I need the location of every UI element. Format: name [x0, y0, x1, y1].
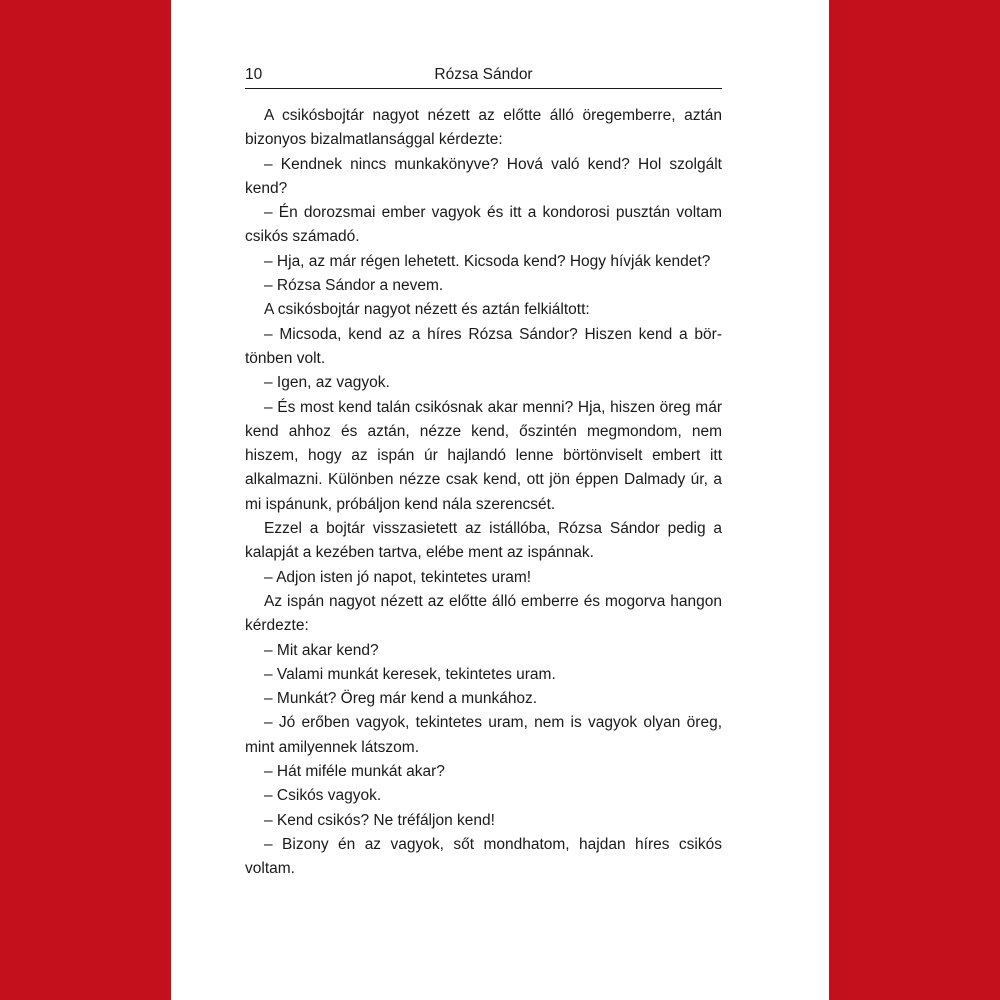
paragraph: – Valami munkát keresek, tekintetes uram.	[264, 665, 556, 683]
paragraph: A csikósbojtár nagyot nézett és aztán felkiáltott:	[264, 301, 590, 319]
paragraph: – Munkát? Öreg már kend a munkához.	[264, 690, 538, 708]
paragraph: – Rózsa Sándor a nevem.	[264, 277, 444, 295]
paragraph: – Bizony én az vagyok, sőt mondhatom, hajdan híres csikós voltam.	[245, 835, 722, 878]
paragraph: – Jó erőben vagyok, tekintetes uram, nem is vagyok olyan öreg, mint amilyennek látszom.	[245, 714, 722, 756]
paragraph: – Kend csikós? Ne tréfáljon kend!	[264, 811, 495, 829]
paragraph: Ezzel a bojtár visszasietett az istállóba, Rózsa Sándor pedig a kalapját a kezében tartva, elébe ment az ispánnak.	[245, 520, 722, 562]
running-title: Rózsa Sándor	[434, 66, 533, 83]
paragraph: – Kendnek nincs munkakönyve? Hová való kend? Hol szolgált kend?	[245, 155, 722, 197]
paragraph: – És most kend talán csikósnak akar menni? Hja, hiszen öreg már kend ahhoz és aztán, nézze kend, őszintén megmondom, nem hiszem, hogy az ispán úr hajlandó lenne börtönviselt embert itt alkalmazni. Különben nézze csak kend, ott jön éppen Dalmady úr, a mi ispánunk, próbáljon kend nála szerencsét.	[245, 398, 722, 513]
paragraph: A csikósbojtár nagyot nézett az előtte álló öregemberre, aztán bizonyos bizalmatlansággal kérdezte:	[245, 107, 722, 149]
paragraph: – Micsoda, kend az a híres Rózsa Sándor? Hiszen kend a börtönben volt.	[245, 325, 722, 367]
page-number: 10	[245, 66, 263, 83]
paragraph: Az ispán nagyot nézett az előtte álló emberre és mogorva hangon kérdezte:	[245, 592, 722, 635]
paragraph: – Hát miféle munkát akar?	[264, 763, 445, 781]
paragraph: – Mit akar kend?	[264, 641, 379, 659]
body-text	[245, 104, 722, 882]
paragraph: – Adjon isten jó napot, tekintetes uram!	[264, 568, 532, 586]
page-header	[245, 66, 722, 89]
paragraph: – Én dorozsmai ember vagyok és itt a kondorosi pusztán voltam csikós számadó.	[245, 204, 722, 246]
paragraph: – Hja, az már régen lehetett. Kicsoda kend? Hogy hívják kendet?	[264, 252, 711, 270]
paragraph: – Igen, az vagyok.	[264, 374, 390, 392]
book-page	[171, 0, 829, 1000]
paragraph: – Csikós vagyok.	[264, 787, 382, 805]
